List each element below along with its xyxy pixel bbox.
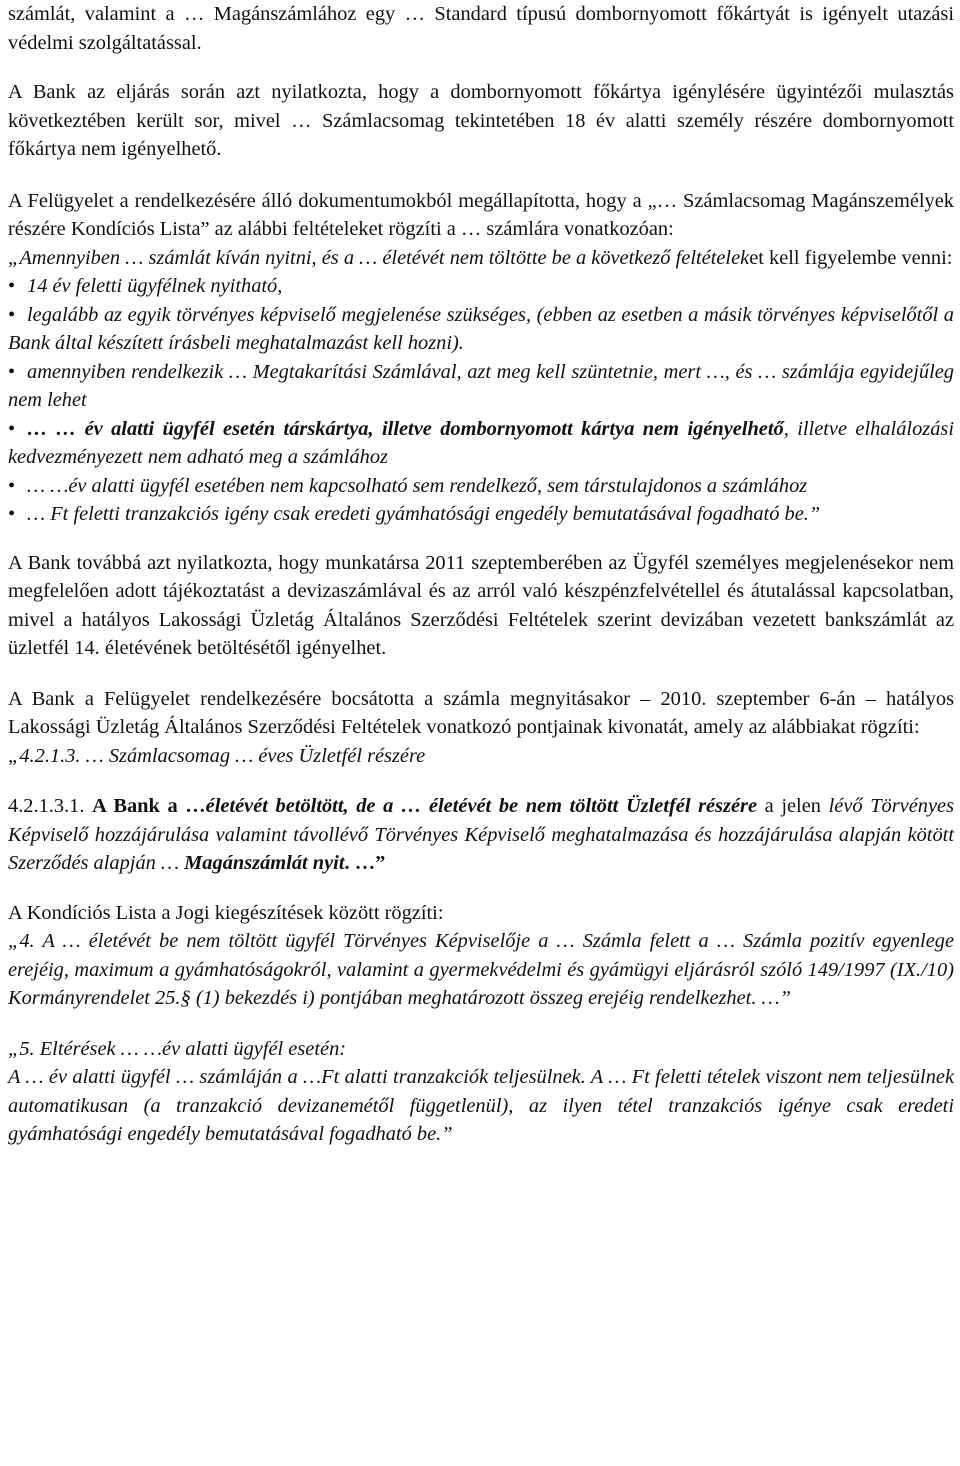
paragraph-quote-conditions: [8, 244, 954, 273]
bullet-icon: •: [8, 303, 16, 326]
section-bold-italic-1: életévét betöltött, de a … életévét be nem töltött Üzletfél részére: [205, 795, 758, 817]
bullet-item-2-text: legalább az egyik törvényes képviselő megjelenése szükséges, (ebben az esetben a másik törvényes képviselőtől a Bank által készített írásbeli meghatalmazást kell hozni).: [8, 303, 954, 354]
quote-point-5-heading-text: „5. Eltérések … …év alatti ügyfél esetén:: [8, 1037, 347, 1060]
section-end: . …”: [344, 852, 386, 874]
quote-conditions-italic: „Amennyiben … számlát kíván nyitni, és a … életévét nem töltötte be a következő feltételek: [8, 246, 750, 269]
bullet-item-2: [8, 301, 954, 358]
bullet-item-5-text: … …év alatti ügyfél esetében nem kapcsolható sem rendelkező, sem társtulajdonos a számlához: [27, 474, 808, 497]
bullet-item-1: [8, 272, 954, 301]
bullet-item-6-text: … Ft feletti tranzakciós igény csak eredeti gyámhatósági engedély bemutatásával fogadható be.”: [27, 503, 821, 525]
bullet-icon: •: [8, 474, 16, 497]
paragraph-bank-further-statement: A Bank továbbá azt nyilatkozta, hogy munkatársa 2011 szeptemberében az Ügyfél személyes megjelenésekor nem megfelelően adott tájékoztatást a devizaszámlával és az arról való készpénzfelvétellel és átutalással kapcsolatban, mivel a hatályos Lakossági Üzletág Általános Szerződési Feltételek szerint devizában vezetett bankszámlát az üzletfél 14. életévének betöltésétől igényelhet.: [8, 551, 954, 659]
bullet-item-5: [8, 472, 954, 501]
bullet-item-4-tail: , illetve elhalálozási kedvezményezett nem adható meg a számlához: [8, 417, 954, 468]
paragraph-legal-supplements: A Kondíciós Lista a Jogi kiegészítések között rögzíti:: [8, 901, 444, 924]
quote-point-5-body: [8, 1063, 954, 1149]
quote-conditions-tail: et kell figyelembe venni:: [749, 246, 953, 269]
quote-point-5-heading: [8, 1035, 954, 1064]
bullet-item-4: [8, 415, 954, 472]
bullet-item-4-bold: … … év alatti ügyfél esetén társkártya, illetve dombornyomott kártya nem igényelhető: [27, 417, 784, 440]
bullet-item-6: [8, 500, 954, 529]
bullet-item-3-text: amennyiben rendelkezik … Megtakarítási Számlával, azt meg kell szüntetnie, mert …, és … számlája egyidejűleg nem lehet: [8, 360, 954, 411]
quote-point-4-text: „4. A … életévét be nem töltött ügyfél Törvényes Képviselője a … Számla felett a … Számla pozitív egyenlege erejéig, maximum a gyámhatóságokról, valamint a gyermekvédelmi és gyámügyi eljárásról szóló 149/1997 (IX./10) Kormányrendelet 25.§ (1) bekezdés i) pontjában meghatározott összeg erejéig rendelkezhet. …”: [8, 930, 954, 1009]
paragraph-terms-extract: A Bank a Felügyelet rendelkezésére bocsátotta a számla megnyitásakor – 2010. szeptember 6-án – hatályos Lakossági Üzletág Általános Szerződési Feltételek vonatkozó pontjainak kivonatát, amely az alábbiakat rögzíti:: [8, 687, 954, 738]
bullet-item-3: [8, 358, 954, 415]
section-italic: lévő Törvényes Képviselő hozzájárulása valamint távollévő Törvényes Képviselő meghatalmazása és hozzájárulása alapján kötött Szerződés alapján …: [8, 795, 955, 874]
section-number: 4.2.1.3.1.: [8, 795, 93, 817]
paragraph-supervisory-findings: A Felügyelet a rendelkezésére álló dokumentumokból megállapította, hogy a „… Számlacsomag Magánszemélyek részére Kondíciós Lista” az alábbi feltételeket rögzíti a … számlára vonatkozóan:: [8, 189, 954, 240]
section-bold-lead: A Bank a …: [92, 795, 206, 817]
paragraph-bank-statement: A Bank az eljárás során azt nyilatkozta, hogy a dombornyomott főkártya igénylésére ügyintézői mulasztás következtében került sor, mivel … Számlacsomag tekintetében 18 év alatti személy részére dombornyomott főkártya nem igényelhető.: [8, 81, 954, 160]
paragraph-intro: számlát, valamint a … Magánszámlához egy … Standard típusú dombornyomott főkártyát is igényelt utazási védelmi szolgáltatással.: [8, 3, 954, 54]
section-bold-italic-2: Magánszámlát nyit: [184, 852, 345, 874]
quote-section-heading: [8, 742, 954, 771]
bullet-item-1-text: 14 év feletti ügyfélnek nyitható,: [27, 275, 283, 297]
quote-point-5-body-text: A … év alatti ügyfél … számláján a …Ft alatti tranzakciók teljesülnek. A … Ft feletti tételek viszont nem teljesülnek automatikusan (a tranzakció devizanemétől függetlenül), az ilyen tétel tranzakciós igénye csak eredeti gyámhatósági engedély bemutatásával fogadható be.”: [8, 1066, 954, 1145]
quote-section-heading-text: „4.2.1.3. … Számlacsomag … éves Üzletfél részére: [8, 744, 426, 767]
paragraph-section-4-2-1-3-1: [8, 792, 954, 878]
quote-point-4: [8, 927, 954, 1013]
section-mid: a jelen: [757, 795, 829, 817]
bullet-icon: •: [8, 417, 16, 440]
bullet-icon: •: [8, 360, 16, 383]
bullet-icon: •: [8, 503, 16, 525]
bullet-icon: •: [8, 275, 16, 297]
